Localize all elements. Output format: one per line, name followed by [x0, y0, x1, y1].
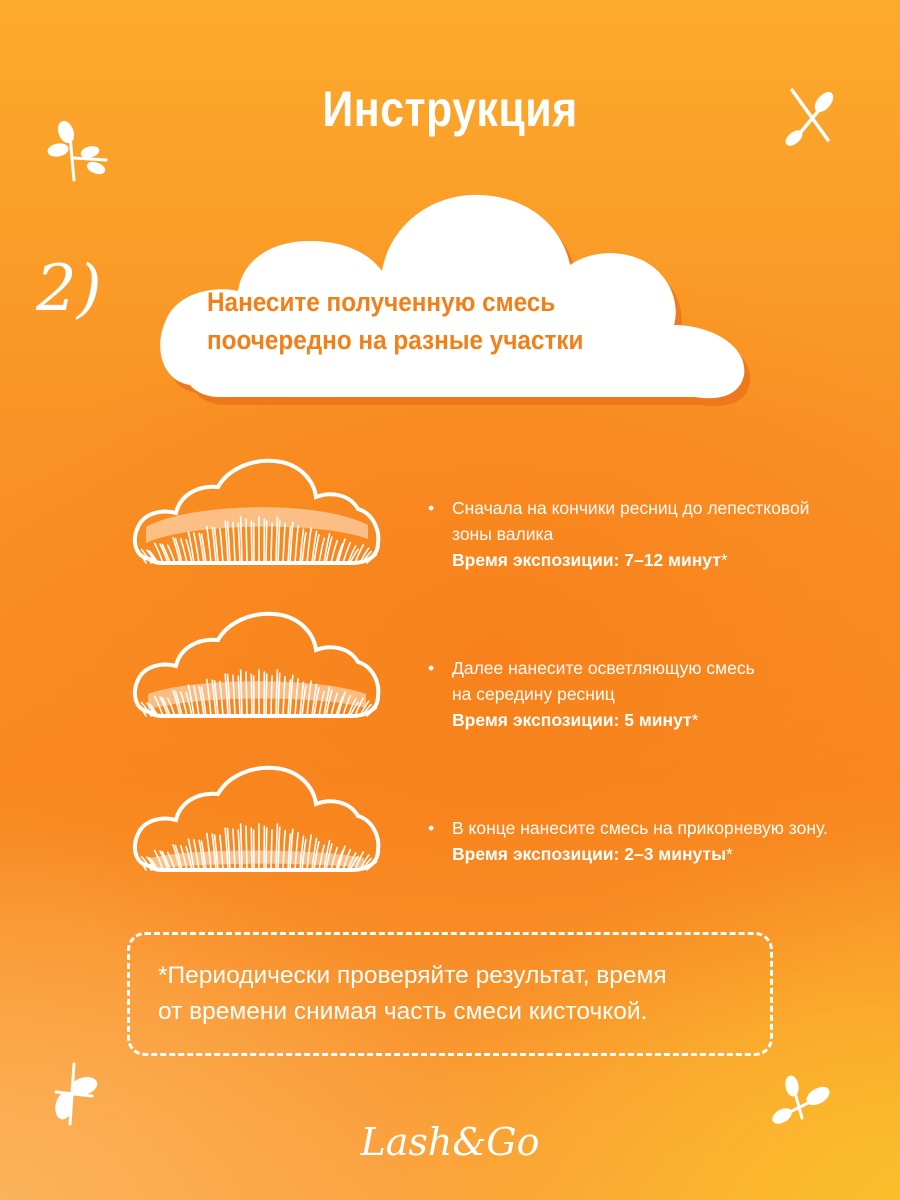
exposure-time: Время экспозиции: 7–12 минут: [452, 550, 721, 570]
main-instruction: [207, 283, 657, 359]
lash-stroke: [283, 524, 285, 563]
lash-stroke: [251, 828, 252, 870]
step-item: [428, 495, 868, 573]
step-text: В конце нанесите смесь на прикорневую зону.: [452, 818, 828, 838]
step-text: Сначала на кончики ресниц до лепестковой: [452, 498, 810, 518]
lash-stroke: [246, 519, 247, 563]
step-text: зоны валика: [452, 524, 554, 544]
lash-stroke: [233, 522, 235, 563]
step-item: [428, 655, 868, 733]
asterisk: *: [691, 710, 699, 730]
sprig-icon: [48, 1058, 108, 1128]
lash-stroke: [238, 830, 240, 870]
eyelash-pad-icon: [128, 762, 386, 884]
lash-stroke: [266, 674, 267, 716]
asterisk: *: [726, 844, 733, 864]
lash-stroke: [246, 826, 247, 870]
step-number: 2): [36, 252, 102, 326]
sprig-icon: [780, 82, 840, 152]
note-line: от времени снимая часть смеси кисточкой.: [158, 998, 648, 1025]
lash-stroke: [319, 538, 324, 563]
page-title: Инструкция: [322, 81, 578, 137]
step-text: на середину ресниц: [452, 684, 615, 704]
bullet-icon: •: [428, 658, 435, 678]
note-text: [158, 958, 758, 1030]
lash-stroke: [241, 670, 242, 716]
note-line: *Периодически проверяйте результат, время: [158, 962, 667, 989]
eyelash-pad-icon: [128, 608, 386, 730]
exposure-time: Время экспозиции: 5 минут: [452, 710, 692, 730]
lash-stroke: [251, 674, 252, 716]
lash-stroke: [295, 526, 298, 563]
lash-stroke: [271, 676, 272, 716]
lash-stroke: [207, 527, 211, 563]
lash-stroke: [276, 670, 277, 716]
pad-band: [146, 507, 368, 543]
step-text: Далее нанесите осветляющую смесь: [452, 658, 755, 678]
lash-stroke: [278, 673, 280, 716]
lash-stroke: [194, 533, 199, 563]
lash-stroke: [271, 830, 272, 870]
lash-stroke: [220, 528, 223, 563]
lash-stroke: [271, 523, 272, 563]
lash-stroke: [283, 831, 285, 870]
eyelash-pad-icon: [128, 455, 386, 577]
bullet-icon: •: [428, 818, 435, 838]
main-instruction-line: поочередно на разные участки: [207, 325, 584, 355]
lash-stroke: [266, 828, 267, 870]
lash-stroke: [307, 528, 311, 563]
lash-stroke: [266, 521, 267, 563]
lash-stroke: [238, 523, 240, 563]
brand-logo: Lash&Go: [360, 1120, 540, 1164]
sprig-icon: [44, 118, 114, 188]
bullet-icon: •: [428, 498, 435, 518]
asterisk: *: [720, 550, 728, 570]
lash-stroke: [251, 521, 252, 563]
main-instruction-line: Нанесите полученную смесь: [207, 287, 556, 317]
step-item: [428, 815, 868, 867]
lash-stroke: [246, 672, 247, 716]
exposure-time: Время экспозиции: 2–3 минуты: [452, 844, 727, 864]
